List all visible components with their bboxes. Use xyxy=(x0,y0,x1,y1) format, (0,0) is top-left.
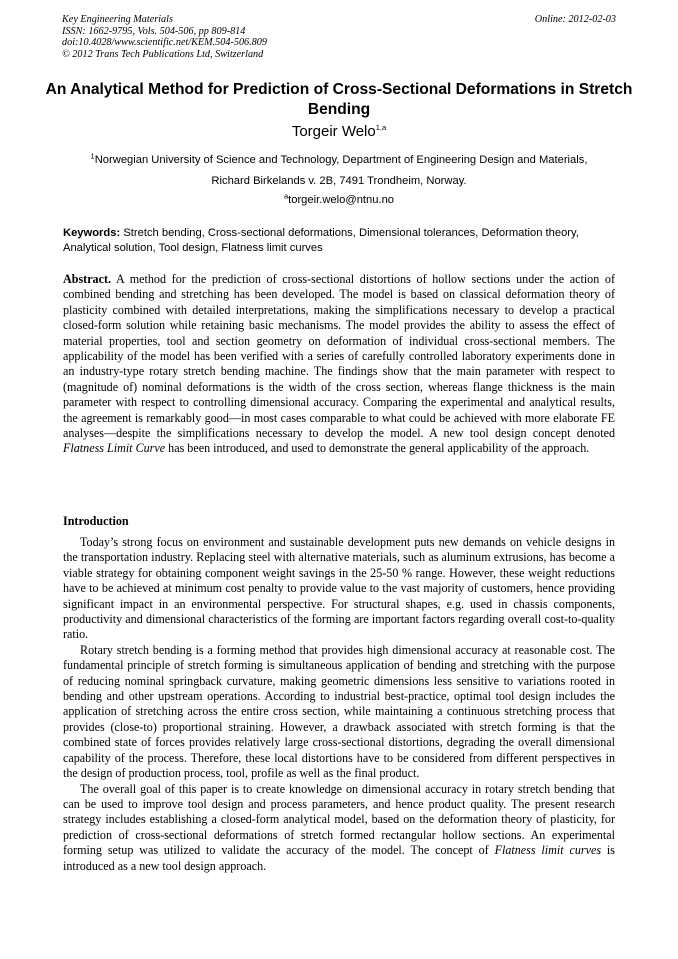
author-line xyxy=(40,123,638,141)
keywords-label: Keywords: xyxy=(63,227,121,239)
abstract-text-1: A method for the prediction of cross-sectional distortions of hollow sections under the action of combined bending and stretching has been developed. The model is based on classical deformation theory of plasticity combined with detailed interpretations, making the simplifications necessary to develop a practical closed-form solution while retaining basic mechanisms. The model provides the ability to assess the effect of material properties, tool and section geometry on deformation of individual cross-sectional members. The applicability of the model has been verified with a series of carefully controlled laboratory experiments done in an industry-type rotary stretch bending machine. The findings show that the main parameter with respect to (magnitude of) nominal deformations is the width of the cross section, whereas flange thickness is the main parameter with respect to controlling dimensional accuracy. Comparing the experimental and analytical results, the agreement is remarkably good—in most cases comparable to what could be achieved with more elaborate FE analyses—despite the simplifications necessary to develop the model. A new tool design concept denoted xyxy=(63,272,616,441)
copyright-line: © 2012 Trans Tech Publications Ltd, Switzerland xyxy=(62,48,264,60)
intro-paragraph-3 xyxy=(63,782,615,874)
intro-p3-text-a: The overall goal of this paper is to create knowledge on dimensional accuracy in rotary stretch bending that can be used to improve tool design and process parameters, and hence product quality. The present research strategy includes establishing a closed-form analytical model, based on the deformation theory of plasticity, for prediction of cross-sectional deformations of stretch formed rectangular hollow sections. An experimental forming setup was utilized to validate the accuracy of the model. The concept of xyxy=(63,781,615,858)
keywords xyxy=(63,226,615,256)
issn-line: ISSN: 1662-9795, Vols. 504-506, pp 809-814 xyxy=(62,25,246,37)
affiliation-text: Norwegian University of Science and Technology, Department of Engineering Design and Materials, Richard Birkelands v. 2B, 7491 Trondheim, Norway. xyxy=(94,154,588,187)
abstract-text-2: has been introduced, and used to demonstrate the general applicability of the approach. xyxy=(168,441,590,456)
section-heading-introduction: Introduction xyxy=(63,514,129,528)
intro-paragraph-1: Today’s strong focus on environment and sustainable development puts new demands on vehicle designs in the transportation industry. Replacing steel with alternative materials, such as aluminum extrusions, has become a viable strategy for obtaining component weight savings in the 25-50 % range. However, these weight reductions have to be achieved at minimum cost penalty to provide value to the vast majority of customers, hence providing significant impact in an environmental perspective. For structural shapes, e.g. used in chassis components, productivity and dimensional characteristics of the forming are important factors regarding overall cost-to-quality ratio. xyxy=(63,535,615,642)
affiliation-mark: 1 xyxy=(90,151,95,161)
introduction-body xyxy=(63,535,615,874)
abstract xyxy=(63,272,615,457)
online-date: Online: 2012-02-03 xyxy=(534,14,616,25)
paper-title: An Analytical Method for Prediction of Cross-Sectional Deformations in Stretch Bending xyxy=(45,81,633,118)
email-line xyxy=(40,193,638,207)
intro-p3-text-b: is introduced as a new tool design approach. xyxy=(63,843,615,873)
abstract-italic-term: Flatness Limit Curve xyxy=(63,441,166,456)
intro-p3-italic-term: Flatness limit curves xyxy=(494,843,602,858)
email-mark: a xyxy=(283,191,289,201)
email-address[interactable]: torgeir.welo@ntnu.no xyxy=(288,194,395,206)
author-name: Torgeir Welo xyxy=(291,123,376,140)
abstract-paragraph xyxy=(63,272,615,457)
keywords-text: Stretch bending, Cross-sectional deformations, Dimensional tolerances, Deformation theory, Analytical solution, Tool design, Flatness limit curves xyxy=(63,227,579,254)
doi-line[interactable]: doi:10.4028/www.scientific.net/KEM.504-506.809 xyxy=(62,37,267,49)
journal-name: Key Engineering Materials xyxy=(62,14,173,25)
intro-paragraph-2: Rotary stretch bending is a forming method that provides high dimensional accuracy at reasonable cost. The fundamental principle of stretch forming is simultaneous application of bending and stretching with the purpose of reducing nominal springback curvature, making geometric dimensions less sensitive to variations rooted in bending and other upstream operations. According to industrial best-practice, optimal tool design includes the application of stretching across the entire cross section, while maintaining a continuous stretching process that provides (close-to) proportional straining. However, a drawback associated with stretch forming is that the combined state of forces provides relatively large cross-sectional distortions, degrading the overall dimensional capability of the process. Therefore, these local distortions have to be considered from different perspectives in the design of production process, tool, profile as well as the final product. xyxy=(63,642,615,781)
abstract-label: Abstract. xyxy=(63,272,112,286)
affiliation xyxy=(70,150,608,192)
journal-header xyxy=(62,14,616,60)
author-affil-mark: 1,a xyxy=(375,123,387,132)
